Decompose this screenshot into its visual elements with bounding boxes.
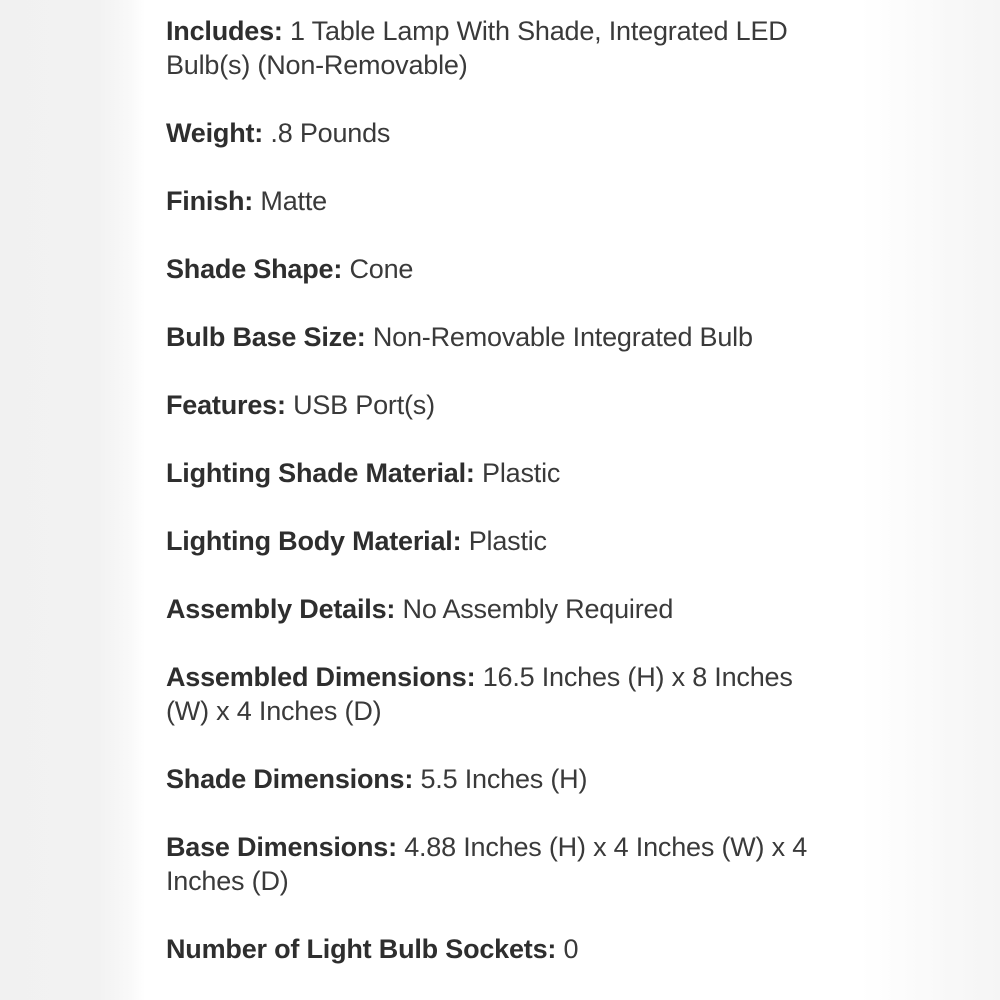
spec-item (166, 660, 838, 728)
spec-item (166, 762, 838, 796)
spec-label: Shade Dimensions: (166, 764, 414, 794)
spec-label: Lighting Body Material: (166, 526, 462, 556)
spec-label: Finish: (166, 186, 254, 216)
spec-value: Matte (260, 186, 327, 216)
spec-value: 5.5 Inches (H) (420, 764, 588, 794)
spec-item (166, 320, 838, 354)
spec-value: 1 Table Lamp With Shade, Integrated LED Bulb(s) (Non-Removable) (166, 16, 788, 80)
spec-label: Weight: (166, 118, 264, 148)
left-gutter-shadow (0, 0, 145, 1000)
spec-item (166, 524, 838, 558)
spec-value: No Assembly Required (402, 594, 674, 624)
spec-label: Assembly Details: (166, 594, 396, 624)
spec-value: Cone (349, 254, 414, 284)
spec-item (166, 830, 838, 898)
spec-value: .8 Pounds (270, 118, 391, 148)
spec-label: Base Dimensions: (166, 832, 397, 862)
spec-item (166, 932, 838, 966)
spec-label: Bulb Base Size: (166, 322, 366, 352)
spec-label: Includes: (166, 16, 283, 46)
spec-value: Non-Removable Integrated Bulb (372, 322, 753, 352)
spec-label: Shade Shape: (166, 254, 343, 284)
spec-item (166, 592, 838, 626)
product-specifications (166, 14, 838, 966)
spec-item (166, 14, 838, 82)
spec-value: 16.5 Inches (H) x 8 Inches (W) x 4 Inches (D) (166, 662, 793, 726)
spec-label: Assembled Dimensions: (166, 662, 476, 692)
right-gutter-shadow (860, 0, 1000, 1000)
spec-label: Features: (166, 390, 286, 420)
spec-item (166, 184, 838, 218)
spec-value: 4.88 Inches (H) x 4 Inches (W) x 4 Inches (D) (166, 832, 808, 896)
spec-value: Plastic (482, 458, 561, 488)
spec-item (166, 388, 838, 422)
spec-item (166, 456, 838, 490)
spec-value: 0 (563, 934, 579, 964)
spec-label: Number of Light Bulb Sockets: (166, 934, 557, 964)
spec-label: Lighting Shade Material: (166, 458, 475, 488)
spec-item (166, 116, 838, 150)
spec-list (166, 14, 838, 966)
spec-value: Plastic (468, 526, 547, 556)
spec-item (166, 252, 838, 286)
spec-value: USB Port(s) (293, 390, 435, 420)
